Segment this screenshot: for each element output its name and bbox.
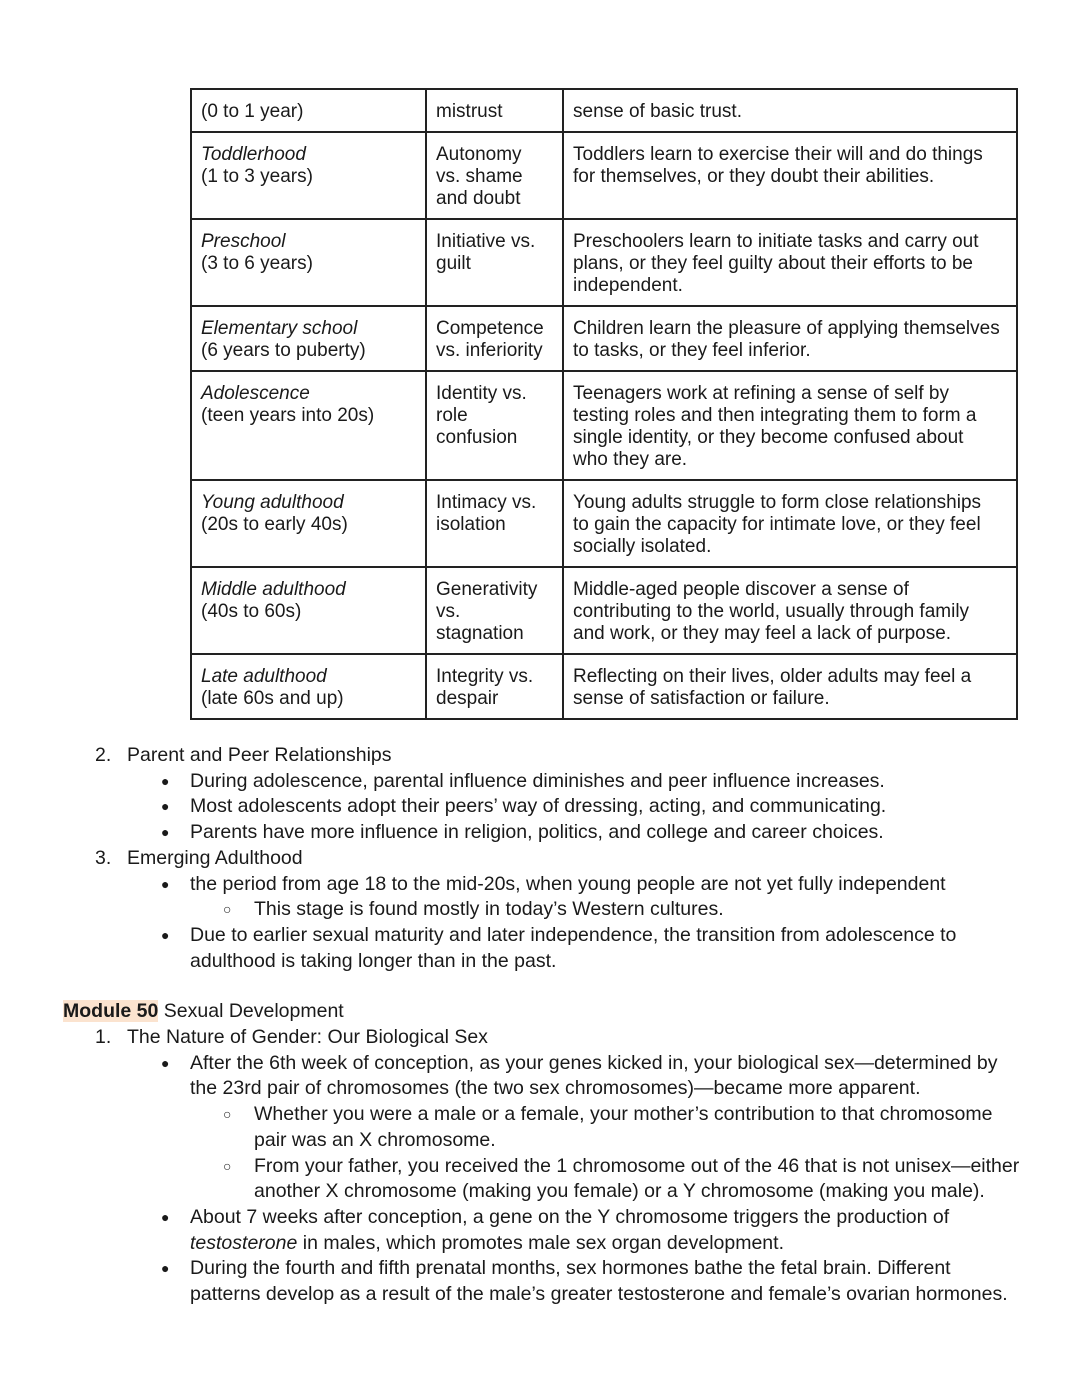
- issue-cell: Initiative vs. guilt: [426, 219, 563, 306]
- stage-name: Late adulthood: [201, 666, 327, 687]
- bullet-icon: ●: [161, 772, 170, 789]
- stage-cell: [191, 567, 426, 654]
- sub-list-item: ○ From your father, you received the 1 chromosome out of the 46 that is not unisex—either: [63, 1154, 1053, 1180]
- stage-cell: [191, 654, 426, 719]
- stage-cell: [191, 219, 426, 306]
- table-row: [191, 132, 1017, 219]
- circle-bullet-icon: ○: [223, 1106, 232, 1123]
- issue-cell: Competence vs. inferiority: [426, 306, 563, 371]
- section-1-heading: [63, 1025, 1053, 1051]
- issue-cell: Autonomy vs. shame and doubt: [426, 132, 563, 219]
- description-cell: Young adults struggle to form close relationships to gain the capacity for intimate love, or they feel socially isolated.: [563, 480, 1017, 567]
- list-item: ● Due to earlier sexual maturity and later independence, the transition from adolescence to: [63, 923, 1053, 949]
- list-item: ● During adolescence, parental influence diminishes and peer influence increases.: [63, 769, 1053, 795]
- section-title: Emerging Adulthood: [127, 846, 303, 869]
- issue-cell: Generativity vs. stagnation: [426, 567, 563, 654]
- stage-name: Adolescence: [201, 383, 310, 404]
- stage-age: (late 60s and up): [201, 688, 344, 709]
- section-2-heading: [63, 743, 1053, 769]
- circle-bullet-icon: ○: [223, 1157, 232, 1174]
- stage-name: Elementary school: [201, 318, 358, 339]
- stage-cell: [191, 132, 426, 219]
- issue-cell: Integrity vs. despair: [426, 654, 563, 719]
- erikson-stages-table: [190, 88, 1018, 720]
- stage-cell: [191, 89, 426, 132]
- description-cell: sense of basic trust.: [563, 89, 1017, 132]
- list-item: ● During the fourth and fifth prenatal months, sex hormones bathe the fetal brain. Different: [63, 1256, 1053, 1282]
- description-cell: Reflecting on their lives, older adults may feel a sense of satisfaction or failure.: [563, 654, 1017, 719]
- issue-cell: mistrust: [426, 89, 563, 132]
- sub-list-item: ○ Whether you were a male or a female, your mother’s contribution to that chromosome: [63, 1102, 1053, 1128]
- list-item: ● After the 6th week of conception, as your genes kicked in, your biological sex—determined by: [63, 1051, 1053, 1077]
- stage-age: (teen years into 20s): [201, 405, 375, 426]
- module-title: Sexual Development: [158, 1000, 344, 1023]
- table-row: [191, 371, 1017, 480]
- stage-age: (3 to 6 years): [201, 253, 313, 274]
- list-item: ● Parents have more influence in religion, politics, and college and career choices.: [63, 820, 1053, 846]
- description-cell: Toddlers learn to exercise their will and do things for themselves, or they doubt their abilities.: [563, 132, 1017, 219]
- stage-cell: [191, 371, 426, 480]
- description-cell: Preschoolers learn to initiate tasks and carry out plans, or they feel guilty about their efforts to be independent.: [563, 219, 1017, 306]
- sub-list-item: ○ This stage is found mostly in today’s Western cultures.: [63, 897, 1053, 923]
- bullet-icon: ●: [161, 1260, 170, 1277]
- circle-bullet-icon: ○: [223, 901, 232, 918]
- stage-age: (6 years to puberty): [201, 340, 366, 361]
- stage-age: (1 to 3 years): [201, 166, 313, 187]
- bullet-icon: ●: [161, 1208, 170, 1225]
- module-tag: Module 50: [63, 1000, 159, 1023]
- issue-cell: Intimacy vs. isolation: [426, 480, 563, 567]
- description-cell: Children learn the pleasure of applying themselves to tasks, or they feel inferior.: [563, 306, 1017, 371]
- section-3-heading: [63, 846, 1053, 872]
- list-item: ● the period from age 18 to the mid-20s, when young people are not yet fully independent: [63, 872, 1053, 898]
- table-row: [191, 480, 1017, 567]
- bullet-icon: ●: [161, 875, 170, 892]
- section-number: 2.: [95, 744, 112, 766]
- section-title: The Nature of Gender: Our Biological Sex: [127, 1026, 488, 1049]
- table-row: [191, 567, 1017, 654]
- stage-name: Middle adulthood: [201, 579, 346, 600]
- stage-cell: [191, 480, 426, 567]
- table-row: [191, 654, 1017, 719]
- stage-age: (0 to 1 year): [201, 101, 304, 122]
- list-item: ● About 7 weeks after conception, a gene on the Y chromosome triggers the production of: [63, 1205, 1053, 1231]
- stage-name: Preschool: [201, 231, 286, 252]
- bullet-icon: ●: [161, 824, 170, 841]
- stage-cell: [191, 306, 426, 371]
- table-row: [191, 219, 1017, 306]
- section-number: 1.: [95, 1026, 112, 1049]
- bullet-icon: ●: [161, 798, 170, 815]
- description-cell: Middle-aged people discover a sense of contributing to the world, usually through family and work, or they may feel a lack of purpose.: [563, 567, 1017, 654]
- table-row: [191, 306, 1017, 371]
- stage-age: (20s to early 40s): [201, 514, 348, 535]
- section-number: 3.: [95, 846, 112, 869]
- table-row: [191, 89, 1017, 132]
- bullet-icon: ●: [161, 926, 170, 943]
- section-title: Parent and Peer Relationships: [127, 744, 392, 766]
- list-item: ● Most adolescents adopt their peers’ way of dressing, acting, and communicating.: [63, 794, 1053, 820]
- stage-name: Toddlerhood: [201, 144, 306, 165]
- notes-body: 2. Parent and Peer Relationships ● During adolescence, parental influence diminishes and peer influence increases. ● Most adolescents adopt their peers’ way of dressing, acting, and communicating. ● Parents have more influence in religion, politics, and college and career choices. 3. Emerging Adulthood ● the period from age 18 to the mid-20s, when young people are not yet fully independent ○ This stage is found mostly in today’s Western cultures. ● Due to earlier sexual maturity and later independence, the transition from adolescence to adulthood is taking longer than in the past. Module 50 Sexual Development 1. The Nature of Gender: Our Biological Sex ● After the 6th week of conception, as your genes kicked in, your biological sex—determined by the 23rd pair of chromosomes (the two sex chromosomes)—became more apparent. ○ Whether you were a male or a female, your mother’s contribution to that chromosome pair was an X chromosome. ○ From your father, you received the 1 chromosome out of the 46 that is not unisex—either another X chromosome (making you female) or a Y chromosome (making you male). ● About 7 weeks after conception, a gene on the Y chromosome triggers the production of testosterone in males, which promotes male sex organ development. ● During the fourth and fifth prenatal months, sex hormones bathe the fetal brain. Different patterns develop as a result of the male’s greater testosterone and female’s ovarian hormones.: [63, 743, 1053, 1308]
- bullet-icon: ●: [161, 1054, 170, 1071]
- issue-cell: Identity vs. role confusion: [426, 371, 563, 480]
- stage-age: (40s to 60s): [201, 601, 302, 622]
- description-cell: Teenagers work at refining a sense of self by testing roles and then integrating them to form a single identity, or they become confused about who they are.: [563, 371, 1017, 480]
- stage-name: Young adulthood: [201, 492, 344, 513]
- module-heading: [63, 999, 1053, 1025]
